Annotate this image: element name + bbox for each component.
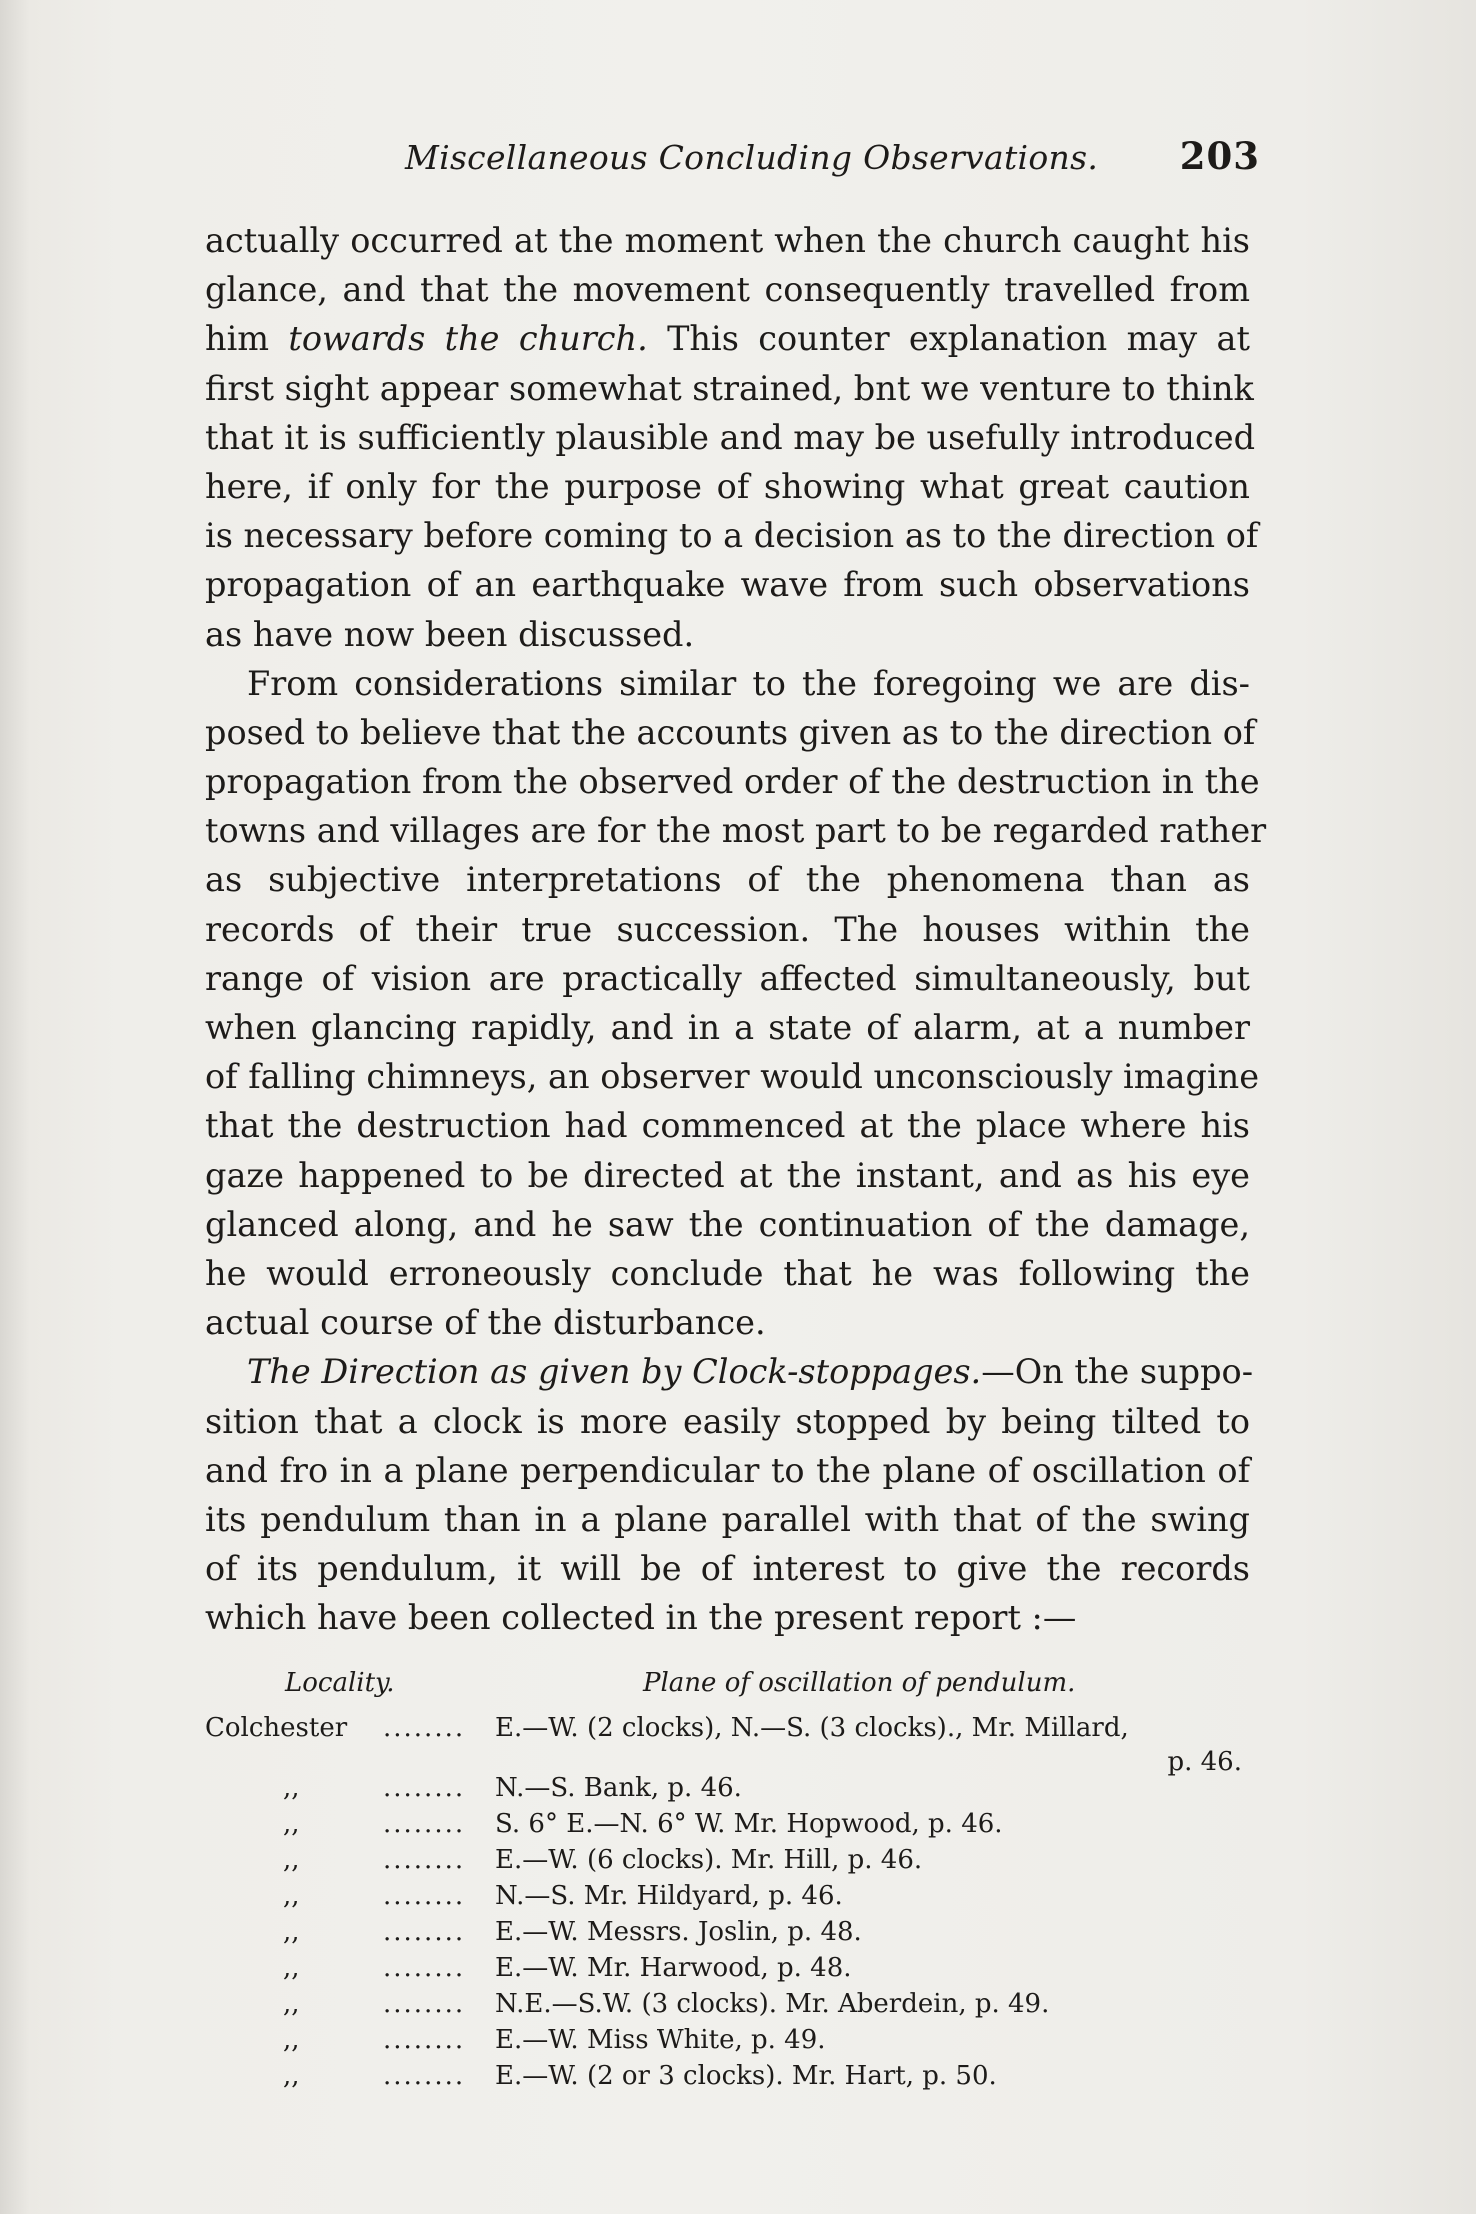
plane-cell: E.—W. Mr. Harwood, p. 48. bbox=[495, 1953, 852, 1983]
text-line: is necessary before coming to a decision as to the direction of bbox=[205, 516, 1259, 556]
text-line: of its pendulum, it will be of interest to give the records bbox=[205, 1549, 1250, 1589]
text-line: actual course of the disturbance. bbox=[205, 1303, 766, 1343]
plane-cell: S. 6° E.—N. 6° W. Mr. Hopwood, p. 46. bbox=[495, 1809, 1003, 1839]
text-line: its pendulum than in a plane parallel with that of the swing bbox=[205, 1499, 1250, 1539]
ditto-mark: ,, bbox=[283, 1845, 300, 1875]
plane-cell: E.—W. (2 clocks), N.—S. (3 clocks)., Mr. Millard, bbox=[495, 1713, 1129, 1743]
plane-cell: E.—W. (6 clocks). Mr. Hill, p. 46. bbox=[495, 1845, 923, 1875]
text-line: sition that a clock is more easily stopped by being tilted to bbox=[205, 1401, 1250, 1441]
page-number: 203 bbox=[1179, 134, 1260, 178]
text-line: gaze happened to be directed at the instant, and as his eye bbox=[205, 1155, 1250, 1195]
ditto-mark: ,, bbox=[283, 1917, 300, 1947]
ditto-mark: ,, bbox=[283, 1953, 300, 1983]
text-line: and fro in a plane perpendicular to the plane of oscillation of bbox=[205, 1450, 1250, 1490]
row-spacer bbox=[205, 1748, 1250, 1770]
plane-cell: N.E.—S.W. (3 clocks). Mr. Aberdein, p. 49. bbox=[495, 1989, 1050, 2019]
section-heading: The Direction as given by Clock-stoppages. bbox=[247, 1352, 982, 1392]
text-fragment: This counter explanation may at bbox=[647, 319, 1250, 359]
plane-cell-continuation: p. 46. bbox=[1167, 1747, 1242, 1777]
text-line: records of their true succession. The houses within the bbox=[205, 909, 1250, 949]
text-line: From considerations similar to the foregoing we are dis- bbox=[247, 663, 1250, 703]
table-row bbox=[205, 2058, 1250, 2094]
text-line: propagation from the observed order of the destruction in the bbox=[205, 762, 1260, 802]
text-line: posed to believe that the accounts given as to the direction of bbox=[205, 712, 1256, 752]
text-line: he would erroneously conclude that he was following the bbox=[205, 1253, 1250, 1293]
plane-cell: E.—W. (2 or 3 clocks). Mr. Hart, p. 50. bbox=[495, 2061, 997, 2091]
text-line: towns and villages are for the most part to be regarded rather bbox=[205, 811, 1267, 851]
leader-dots: ........ bbox=[383, 1881, 466, 1911]
ditto-mark: ,, bbox=[283, 1809, 300, 1839]
leader-dots: ........ bbox=[383, 1713, 466, 1743]
text-line: as have now been discussed. bbox=[205, 614, 695, 654]
ditto-mark: ,, bbox=[283, 1881, 300, 1911]
plane-cell: E.—W. Miss White, p. 49. bbox=[495, 2025, 826, 2055]
page-header bbox=[205, 134, 1260, 188]
text-line: as subjective interpretations of the phenomena than as bbox=[205, 860, 1250, 900]
table-row bbox=[205, 1806, 1250, 1842]
table-row bbox=[205, 1710, 1250, 1777]
text-fragment: him bbox=[205, 319, 289, 359]
leader-dots: ........ bbox=[383, 1989, 466, 2019]
leader-dots: ........ bbox=[383, 2025, 466, 2055]
text-line: propagation of an earthquake wave from such observations bbox=[205, 565, 1250, 605]
plane-cell: E.—W. Messrs. Joslin, p. 48. bbox=[495, 1917, 862, 1947]
text-line: that the destruction had commenced at the place where his bbox=[205, 1106, 1250, 1146]
text-line: glance, and that the movement consequently travelled from bbox=[205, 270, 1250, 310]
plane-cell: N.—S. Bank, p. 46. bbox=[495, 1773, 742, 1803]
text-fragment: —On the suppo- bbox=[981, 1352, 1254, 1392]
text-line: here, if only for the purpose of showing what great caution bbox=[205, 466, 1250, 506]
text-line: of falling chimneys, an observer would unconsciously imagine bbox=[205, 1057, 1260, 1097]
column-header-plane: Plane of oscillation of pendulum. bbox=[643, 1668, 1076, 1698]
table-header bbox=[205, 1668, 1250, 1710]
leader-dots: ........ bbox=[383, 1809, 466, 1839]
ditto-mark: ,, bbox=[283, 1773, 300, 1803]
ditto-mark: ,, bbox=[283, 2061, 300, 2091]
ditto-mark: ,, bbox=[283, 1989, 300, 2019]
locality-cell: Colchester bbox=[205, 1713, 348, 1743]
table-row bbox=[205, 1986, 1250, 2022]
text-line bbox=[205, 314, 1250, 363]
column-header-locality: Locality. bbox=[285, 1668, 395, 1698]
table-row bbox=[205, 1914, 1250, 1950]
table-row bbox=[205, 1842, 1250, 1878]
text-line: when glancing rapidly, and in a state of alarm, at a number bbox=[205, 1008, 1250, 1047]
plane-cell: N.—S. Mr. Hildyard, p. 46. bbox=[495, 1881, 843, 1911]
leader-dots: ........ bbox=[383, 1845, 466, 1875]
text-line: which have been collected in the present report :— bbox=[205, 1598, 1077, 1638]
table-row bbox=[205, 1770, 1250, 1806]
table-row bbox=[205, 2022, 1250, 2058]
leader-dots: ........ bbox=[383, 2061, 466, 2091]
leader-dots: ........ bbox=[383, 1773, 466, 1803]
text-line: actually occurred at the moment when the church caught his bbox=[205, 221, 1250, 260]
text-line: range of vision are practically affected simultaneously, but bbox=[205, 958, 1250, 998]
table-row bbox=[205, 1950, 1250, 1986]
ditto-mark: ,, bbox=[283, 2025, 300, 2055]
text-line: glanced along, and he saw the continuation of the damage, bbox=[205, 1204, 1250, 1244]
leader-dots: ........ bbox=[383, 1953, 466, 1983]
clock-stoppage-table bbox=[205, 1668, 1250, 2094]
leader-dots: ........ bbox=[383, 1917, 466, 1947]
text-line: that it is sufficiently plausible and may be usefully introduced bbox=[205, 417, 1256, 457]
running-head: Miscellaneous Concluding Observations. bbox=[405, 138, 1099, 177]
text-line bbox=[205, 1347, 1254, 1396]
italic-phrase: towards the church. bbox=[288, 319, 648, 359]
text-line: first sight appear somewhat strained, bnt we venture to think bbox=[205, 368, 1254, 408]
body-text bbox=[205, 216, 1267, 1642]
table-row bbox=[205, 1878, 1250, 1914]
